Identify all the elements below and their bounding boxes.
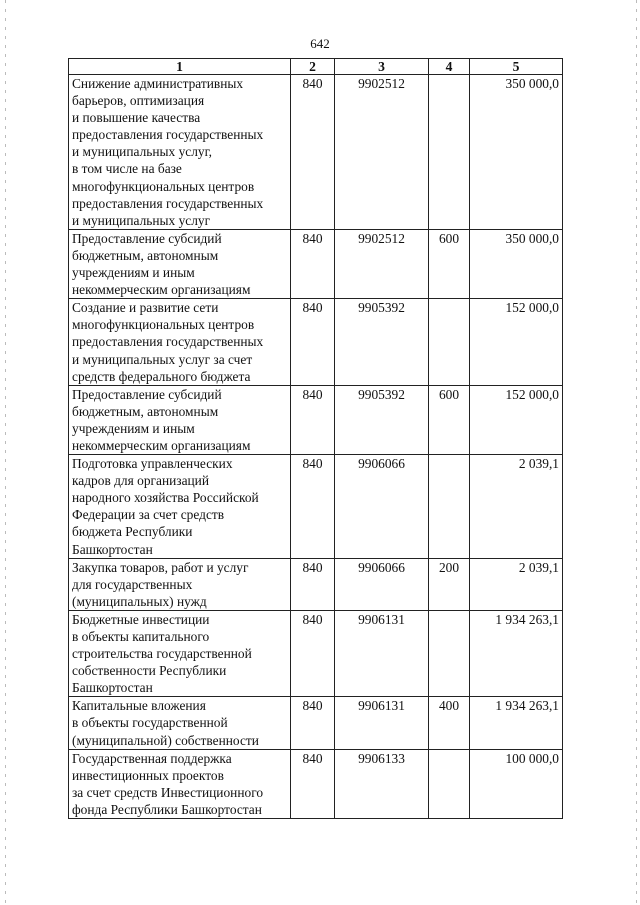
scan-edge-right — [636, 0, 637, 905]
table-row — [69, 749, 563, 818]
table-row — [69, 610, 563, 696]
target-code-cell: 9905392 — [335, 385, 429, 454]
table-row — [69, 455, 563, 559]
header-col-1: 1 — [69, 59, 291, 75]
row-name-cell: Капитальные вложения в объекты государственной (муниципальной) собственности — [69, 697, 291, 749]
table-body — [69, 75, 563, 819]
ministry-code-cell: 840 — [291, 299, 335, 385]
expense-type-cell — [429, 610, 470, 696]
budget-table — [68, 58, 563, 819]
amount-cell: 1 934 263,1 — [470, 610, 563, 696]
ministry-code-cell: 840 — [291, 749, 335, 818]
target-code-cell: 9902512 — [335, 229, 429, 298]
header-col-5: 5 — [470, 59, 563, 75]
ministry-code-cell: 840 — [291, 455, 335, 559]
table-row — [69, 299, 563, 385]
expense-type-cell — [429, 749, 470, 818]
row-name-cell: Предоставление субсидий бюджетным, автономным учреждениям и иным некоммерческим организациям — [69, 385, 291, 454]
ministry-code-cell: 840 — [291, 558, 335, 610]
row-name-cell: Государственная поддержка инвестиционных проектов за счет средств Инвестиционного фонда Республики Башкортостан — [69, 749, 291, 818]
header-col-2: 2 — [291, 59, 335, 75]
row-name-cell: Закупка товаров, работ и услуг для государственных (муниципальных) нужд — [69, 558, 291, 610]
table-row — [69, 697, 563, 749]
expense-type-cell: 600 — [429, 229, 470, 298]
row-name-cell: Бюджетные инвестиции в объекты капитального строительства государственной собственности Республики Башкортостан — [69, 610, 291, 696]
row-name-cell: Предоставление субсидий бюджетным, автономным учреждениям и иным некоммерческим организациям — [69, 229, 291, 298]
amount-cell: 1 934 263,1 — [470, 697, 563, 749]
target-code-cell: 9906131 — [335, 697, 429, 749]
row-name-cell: Подготовка управленческих кадров для организаций народного хозяйства Российской Федерации за счет средств бюджета Республики Башкортостан — [69, 455, 291, 559]
ministry-code-cell: 840 — [291, 75, 335, 230]
header-col-4: 4 — [429, 59, 470, 75]
ministry-code-cell: 840 — [291, 229, 335, 298]
page-number: 642 — [310, 36, 330, 51]
table-row — [69, 385, 563, 454]
amount-cell: 350 000,0 — [470, 75, 563, 230]
expense-type-cell — [429, 299, 470, 385]
amount-cell: 2 039,1 — [470, 558, 563, 610]
amount-cell: 152 000,0 — [470, 385, 563, 454]
ministry-code-cell: 840 — [291, 610, 335, 696]
header-col-3: 3 — [335, 59, 429, 75]
scan-edge-left — [5, 0, 6, 905]
expense-type-cell: 600 — [429, 385, 470, 454]
amount-cell: 350 000,0 — [470, 229, 563, 298]
amount-cell: 152 000,0 — [470, 299, 563, 385]
expense-type-cell: 400 — [429, 697, 470, 749]
row-name-cell: Снижение административных барьеров, оптимизация и повышение качества предоставления государственных и муниципальных услуг, в том числе на базе многофункциональных центров предоставления государственных и муниципальных услуг — [69, 75, 291, 230]
amount-cell: 2 039,1 — [470, 455, 563, 559]
target-code-cell: 9905392 — [335, 299, 429, 385]
expense-type-cell: 200 — [429, 558, 470, 610]
row-name-cell: Создание и развитие сети многофункциональных центров предоставления государственных и муниципальных услуг за счет средств федерального бюджета — [69, 299, 291, 385]
expense-type-cell — [429, 75, 470, 230]
header-row — [69, 59, 563, 75]
table-row — [69, 229, 563, 298]
table-row — [69, 75, 563, 230]
expense-type-cell — [429, 455, 470, 559]
target-code-cell: 9902512 — [335, 75, 429, 230]
table-row — [69, 558, 563, 610]
target-code-cell: 9906133 — [335, 749, 429, 818]
ministry-code-cell: 840 — [291, 697, 335, 749]
ministry-code-cell: 840 — [291, 385, 335, 454]
target-code-cell: 9906131 — [335, 610, 429, 696]
target-code-cell: 9906066 — [335, 455, 429, 559]
amount-cell: 100 000,0 — [470, 749, 563, 818]
target-code-cell: 9906066 — [335, 558, 429, 610]
